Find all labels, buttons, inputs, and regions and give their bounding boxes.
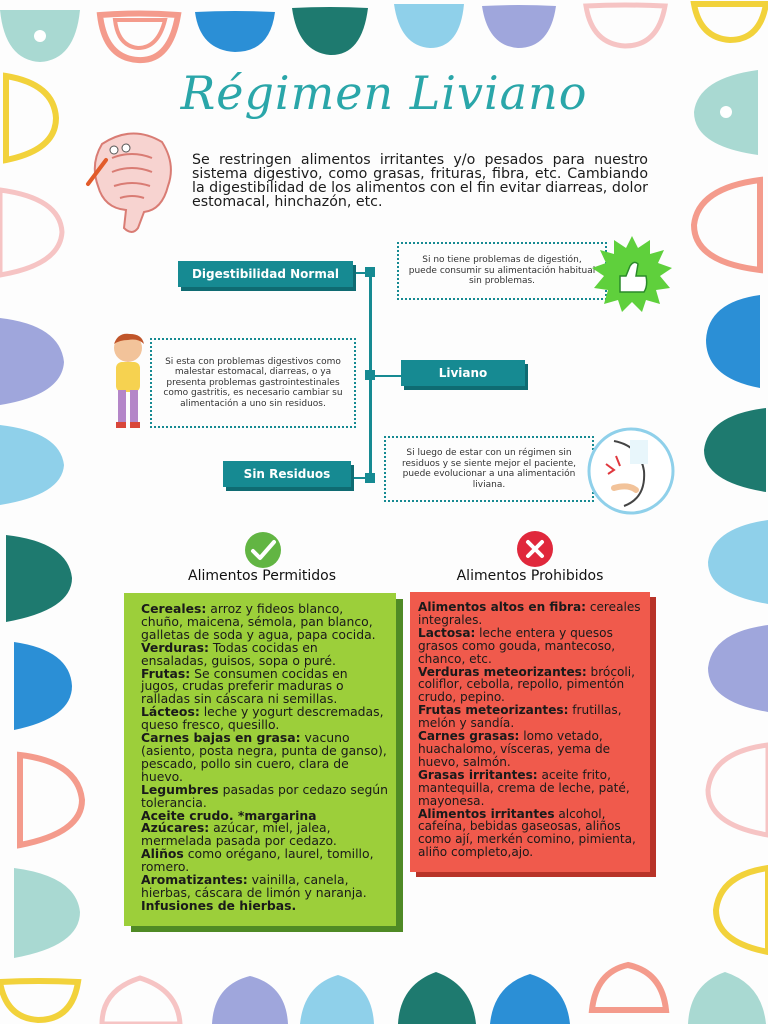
prohibidos-item-label: Frutas meteorizantes: xyxy=(418,703,569,718)
prohibidos-item xyxy=(418,627,644,666)
permitidos-item-text: Todas cocidas en ensaladas, guisos, sopa o puré. xyxy=(141,639,336,668)
intro-paragraph: Se restringen alimentos irritantes y/o pesados para nuestro sistema digestivo, como grasas, frituras, fibra, etc. Cambiando la digestibilidad de los alimentos con el fin evitar diarreas, dolor estomacal, hinchazón, etc. xyxy=(192,152,648,210)
border-shape xyxy=(115,20,165,48)
prohibidos-item xyxy=(418,704,644,730)
border-shape xyxy=(694,4,766,40)
liviano-label: Liviano xyxy=(401,360,525,386)
child-stomachache-icon xyxy=(104,330,154,434)
permitidos-item-text: leche y yogurt descremadas, queso fresco, quesillo. xyxy=(141,704,384,733)
prohibidos-item-text: alcohol, cafeína, bebidas gaseosas, aliños como ají, merkén comino, pimienta, aliño completo,ajo. xyxy=(418,806,636,860)
liviano-note-box xyxy=(150,338,356,428)
cross-icon xyxy=(516,530,554,568)
border-shape xyxy=(708,520,768,604)
permitidos-item-text: Se consumen cocidas en jugos, crudas preferir maduras o ralladas sin cáscara ni semillas. xyxy=(141,665,348,707)
prohibidos-item-label: Verduras meteorizantes: xyxy=(418,664,587,679)
prohibidos-item-text: leche entera y quesos grasos como gouda, mantecoso, chanco, etc. xyxy=(418,625,616,666)
prohibidos-item-text: frutillas, melón y sandía. xyxy=(418,703,622,731)
permitidos-item-label: Frutas: xyxy=(141,665,191,681)
border-shape xyxy=(716,868,768,952)
prohibidos-item xyxy=(418,601,644,627)
sin-residuos-label: Sin Residuos xyxy=(223,461,351,487)
border-shape xyxy=(490,974,570,1024)
border-shape xyxy=(688,972,766,1024)
permitidos-item-label: Aliños xyxy=(141,846,184,862)
intestine-icon xyxy=(84,124,180,236)
border-shape xyxy=(592,965,666,1010)
normal-note: Si no tiene problemas de digestión, puede consumir su alimentación habitual sin problemas. xyxy=(408,255,596,287)
border-shape xyxy=(694,180,760,270)
border-shape xyxy=(398,972,476,1024)
prohibidos-item xyxy=(418,666,644,705)
permitidos-item-label: Verduras: xyxy=(141,639,209,655)
border-shape xyxy=(14,642,72,730)
border-shape xyxy=(0,190,62,275)
border-shape xyxy=(0,10,80,62)
thumbs-up-icon xyxy=(592,236,672,312)
permitidos-item xyxy=(141,603,388,642)
residuos-note-box xyxy=(384,436,594,502)
permitidos-item-label: Cereales: xyxy=(141,601,207,616)
prohibidos-item-label: Alimentos irritantes xyxy=(418,806,555,821)
border-shape xyxy=(300,975,374,1024)
border-shape xyxy=(212,976,288,1024)
page-title: Régimen Liviano xyxy=(180,66,588,120)
normal-note-box xyxy=(397,242,607,300)
border-shape xyxy=(482,5,556,48)
permitidos-item xyxy=(141,706,388,732)
border-shape xyxy=(292,7,368,55)
prohibidos-item-text: aceite frito, mantequilla, crema de leche, paté, mayonesa. xyxy=(418,767,630,808)
permitidos-item xyxy=(141,665,388,707)
permitidos-item-text: pasadas por cedazo según tolerancia. xyxy=(141,781,389,810)
prohibidos-item-text: brócoli, coliflor, cebolla, repollo, pimentón crudo, pepino. xyxy=(418,664,635,705)
permitidos-title: Alimentos Permitidos xyxy=(188,568,336,584)
permitidos-item-text: vainilla, canela, hierbas, cáscara de limón y naranja. xyxy=(141,872,367,900)
liviano-note: Si esta con problemas digestivos como malestar estomacal, diarreas, o ya presenta problemas gastrointestinales como gastritis, es necesario cambiar su alimentación a uno sin residuos. xyxy=(163,356,343,409)
border-shape xyxy=(102,978,180,1024)
permitidos-item-label: Aromatizantes: xyxy=(141,872,248,888)
residuos-note: Si luego de estar con un régimen sin residuos y se siente mejor el paciente, puede evolucionar a una alimentación liviana. xyxy=(402,448,576,490)
permitidos-item-label: Carnes bajas en grasa: xyxy=(141,730,301,746)
border-shape xyxy=(6,535,72,622)
border-shape xyxy=(20,755,82,845)
border-shape xyxy=(704,408,766,492)
connector xyxy=(371,375,401,377)
prohibidos-item xyxy=(418,808,644,860)
prohibidos-item-label: Grasas irritantes: xyxy=(418,767,538,782)
permitidos-item-text: azúcar, miel, jalea, mermelada pasada por cedazo. xyxy=(141,820,337,849)
border-shape xyxy=(14,868,80,958)
check-icon xyxy=(244,531,282,569)
prohibidos-item xyxy=(418,730,644,769)
digestibilidad-normal-label: Digestibilidad Normal xyxy=(178,261,353,287)
timeline-node xyxy=(365,267,375,277)
permitidos-item-label: Infusiones de hierbas. xyxy=(141,897,297,913)
permitidos-item-text: vacuno (asiento, posta negra, punta de ganso), pescado, pollo sin cuero, clara de huevo. xyxy=(141,730,387,784)
permitidos-item xyxy=(141,848,388,874)
permitidos-item xyxy=(141,874,388,900)
border-shape xyxy=(0,425,64,505)
permitidos-item xyxy=(141,639,388,668)
border-shape xyxy=(708,625,768,712)
stomach-pain-icon xyxy=(584,426,678,516)
prohibidos-item-text: cereales integrales. xyxy=(418,600,641,627)
prohibidos-item-text: lomo vetado, huachalomo, vísceras, yema de huevo, salmón. xyxy=(418,729,611,769)
border-shape xyxy=(586,5,665,46)
prohibidos-item xyxy=(418,769,644,808)
prohibidos-panel xyxy=(410,592,650,872)
permitidos-item-text: como orégano, laurel, tomillo, romero. xyxy=(141,846,374,875)
permitidos-item xyxy=(141,781,389,810)
border-shape xyxy=(0,318,64,405)
border-shape xyxy=(195,11,275,52)
border-shape xyxy=(394,4,464,48)
permitidos-item xyxy=(141,732,388,784)
prohibidos-item-label: Carnes grasas: xyxy=(418,729,520,744)
permitidos-item-label: Lácteos: xyxy=(141,704,200,720)
permitidos-item-label: Aceite crudo. *margarina xyxy=(141,807,317,823)
border-shape xyxy=(706,295,760,388)
permitidos-item-label: Azúcares: xyxy=(141,820,210,836)
border-shape xyxy=(708,745,768,835)
permitidos-item-label: Legumbres xyxy=(141,781,219,797)
permitidos-item xyxy=(141,897,388,913)
border-shape xyxy=(0,981,78,1020)
permitidos-item xyxy=(141,822,388,848)
permitidos-panel xyxy=(124,593,396,926)
prohibidos-item-label: Alimentos altos en fibra: xyxy=(418,600,586,614)
prohibidos-item-label: Lactosa: xyxy=(418,625,476,640)
permitidos-item-text: arroz y fideos blanco, chuño, maicena, sémola, pan blanco, galletas de soda y agua, papa cocida. xyxy=(141,601,376,642)
prohibidos-title: Alimentos Prohibidos xyxy=(456,568,604,584)
